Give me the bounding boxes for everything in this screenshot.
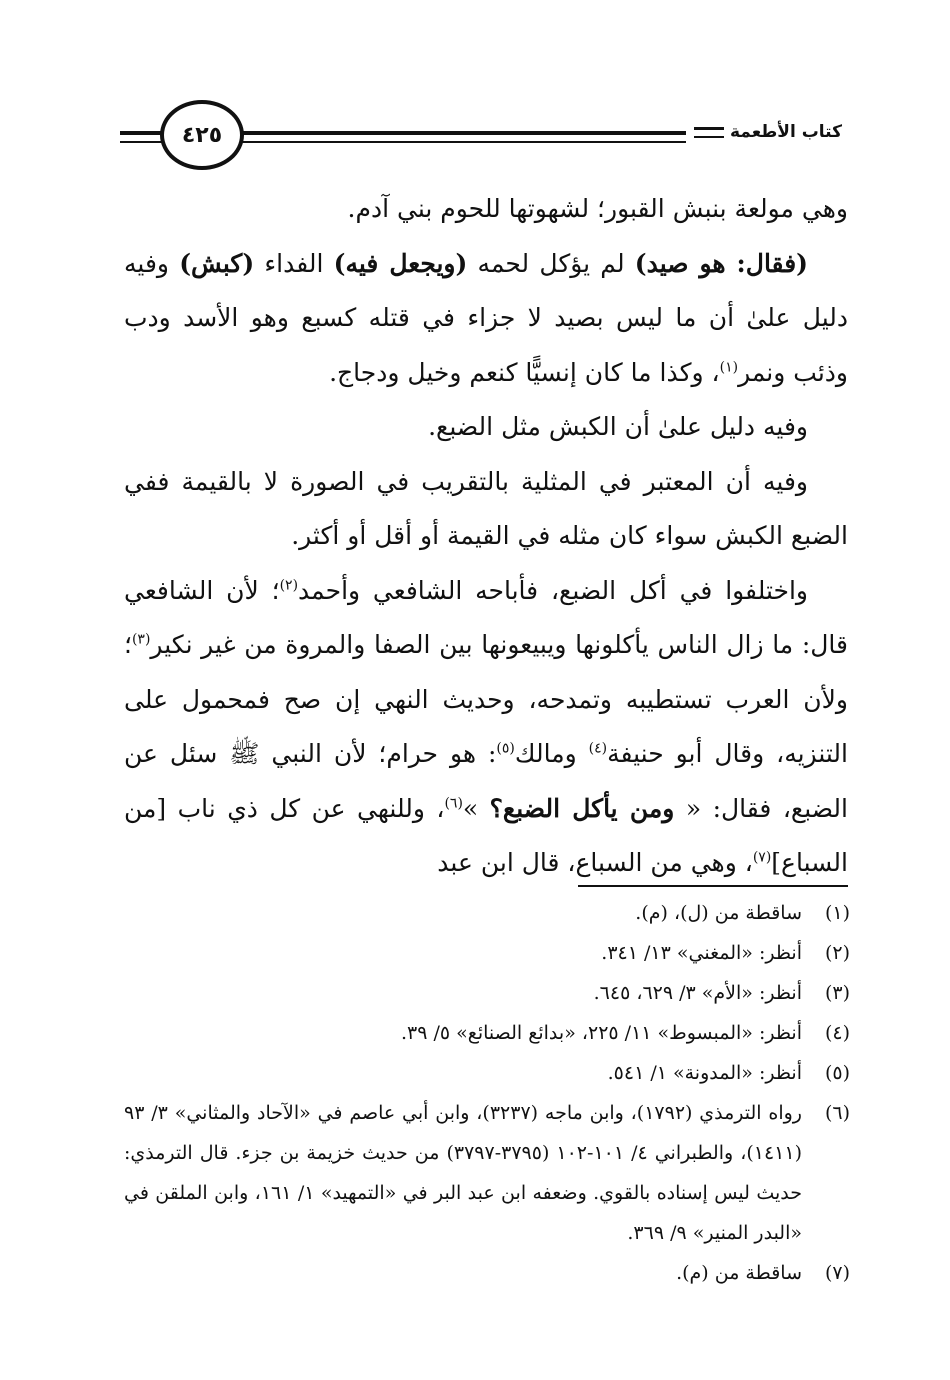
text-run: وفيه دليل علىٰ أن ما ليس بصيد لا جزاء في قتله كسبع وهو الأسد ودب وذئب ونمر	[124, 248, 848, 387]
page-number: ٤٢٥	[160, 100, 244, 170]
footnote-text: رواه الترمذي (١٧٩٢)، وابن ماجه (٣٢٣٧)، وابن أبي عاصم في «الآحاد والمثاني» ٣/ ٩٣ (١٤١١)، والطبراني ٤/ ١٠١-١٠٢ (٣٧٩٥-٣٧٩٧) من حديث خزيمة بن جزء. قال الترمذي: حديث ليس إسناده بالقوي. وضعفه ابن عبد البر في «التمهيد» ١/ ١٦١، وابن الملقن في «البدر المنير» ٩/ ٣٦٩.	[124, 1102, 802, 1244]
page-header	[120, 100, 850, 180]
paragraph-3-text: وفيه دليل علىٰ أن الكبش مثل الضبع.	[428, 412, 808, 441]
text-run: الفداء	[254, 248, 334, 278]
footnote-text: ساقطة من (م).	[676, 1262, 802, 1284]
footnote	[124, 893, 850, 933]
footnote-text: أنظر: «المغني» ١٣/ ٣٤١.	[601, 942, 802, 964]
text-run: لم يؤكل لحمه	[467, 248, 635, 278]
paragraph-4	[124, 455, 848, 564]
text-run: ، وكذا ما كان إنسيًّا كنعم وخيل ودجاج.	[329, 357, 720, 387]
paragraph-2	[124, 237, 848, 401]
footnote-number: (٦)	[824, 1102, 850, 1124]
footnote-number: (٢)	[824, 942, 850, 964]
footnote-number: (٥)	[824, 1062, 850, 1084]
text-run: »	[462, 793, 490, 823]
footnote	[124, 1053, 850, 1093]
paragraph-3	[124, 400, 848, 455]
text-run: ومالك	[514, 739, 589, 768]
footnote-number: (٤)	[824, 1022, 850, 1044]
footnote-number: (٧)	[824, 1262, 850, 1284]
text-run: ، وهي من السباع، قال ابن عبد	[437, 848, 753, 877]
footnote-text: أنظر: «المدونة» ١/ ٥٤١.	[607, 1062, 802, 1084]
chapter-title: كتاب الأطعمة	[729, 122, 842, 142]
footnote-ref[interactable]: (٣)	[131, 631, 151, 648]
paragraph-1	[124, 182, 848, 237]
footnote-ref[interactable]: (٤)	[588, 740, 608, 757]
footnote-text: أنظر: «الأم» ٣/ ٦٢٩، ٦٤٥.	[593, 982, 802, 1004]
header-title-wrap	[686, 120, 850, 144]
footnote-text: أنظر: «المبسوط» ١١/ ٢٢٥، «بدائع الصنائع» ٥/ ٣٩.	[400, 1022, 802, 1044]
header-dash	[694, 127, 724, 138]
footnote-ref[interactable]: (٧)	[752, 849, 772, 866]
bold-quote: (ويجعل فيه)	[333, 248, 468, 278]
text-run: ، وللنهي عن كل ذي ناب [من السباع]	[124, 793, 848, 877]
footnote-separator	[578, 885, 848, 887]
bold-quote: (فقال: هو صيد)	[634, 248, 808, 278]
footnote	[124, 973, 850, 1013]
footnote-number: (١)	[824, 902, 850, 924]
footnote-ref[interactable]: (٥)	[496, 740, 515, 757]
footnote	[124, 1013, 850, 1053]
footnote-number: (٣)	[824, 982, 850, 1004]
bold-quote: ومن يأكل الضبع؟	[489, 793, 675, 823]
bold-quote: (كبش)	[179, 248, 255, 278]
footnote-text: ساقطة من (ل)، (م).	[635, 902, 802, 924]
paragraph-1-text: وهي مولعة بنبش القبور؛ لشهوتها للحوم بني آدم.	[347, 194, 848, 223]
text-run: ؛ ولأن العرب تستطيبه وتمدحه، وحديث النهي إن صح فمحمول على التنزيه، وقال أبو حنيفة	[124, 630, 848, 768]
paragraph-4-text: وفيه أن المعتبر في المثلية بالتقريب في الصورة لا بالقيمة ففي الضبع الكبش سواء كان مثله في القيمة أو أقل أو أكثر.	[124, 466, 848, 550]
main-text	[124, 182, 848, 891]
paragraph-5	[124, 564, 848, 891]
footnotes	[124, 893, 850, 1293]
footnote	[124, 933, 850, 973]
footnote	[124, 1093, 850, 1253]
footnote-ref[interactable]: (٦)	[444, 795, 463, 812]
footnote	[124, 1253, 850, 1293]
footnote-ref[interactable]: (١)	[719, 359, 739, 376]
text-run: : هو حرام؛ لأن النبي ﷺ سئل عن الضبع، فقال: «	[124, 739, 848, 823]
text-run: ؛ لأن الشافعي قال: ما زال الناس يأكلونها ويبيعونها بين الصفا والمروة من غير نكير	[124, 575, 848, 659]
footnote-ref[interactable]: (٢)	[279, 577, 299, 594]
text-run: واختلفوا في أكل الضبع، فأباحه الشافعي وأحمد	[298, 575, 808, 605]
